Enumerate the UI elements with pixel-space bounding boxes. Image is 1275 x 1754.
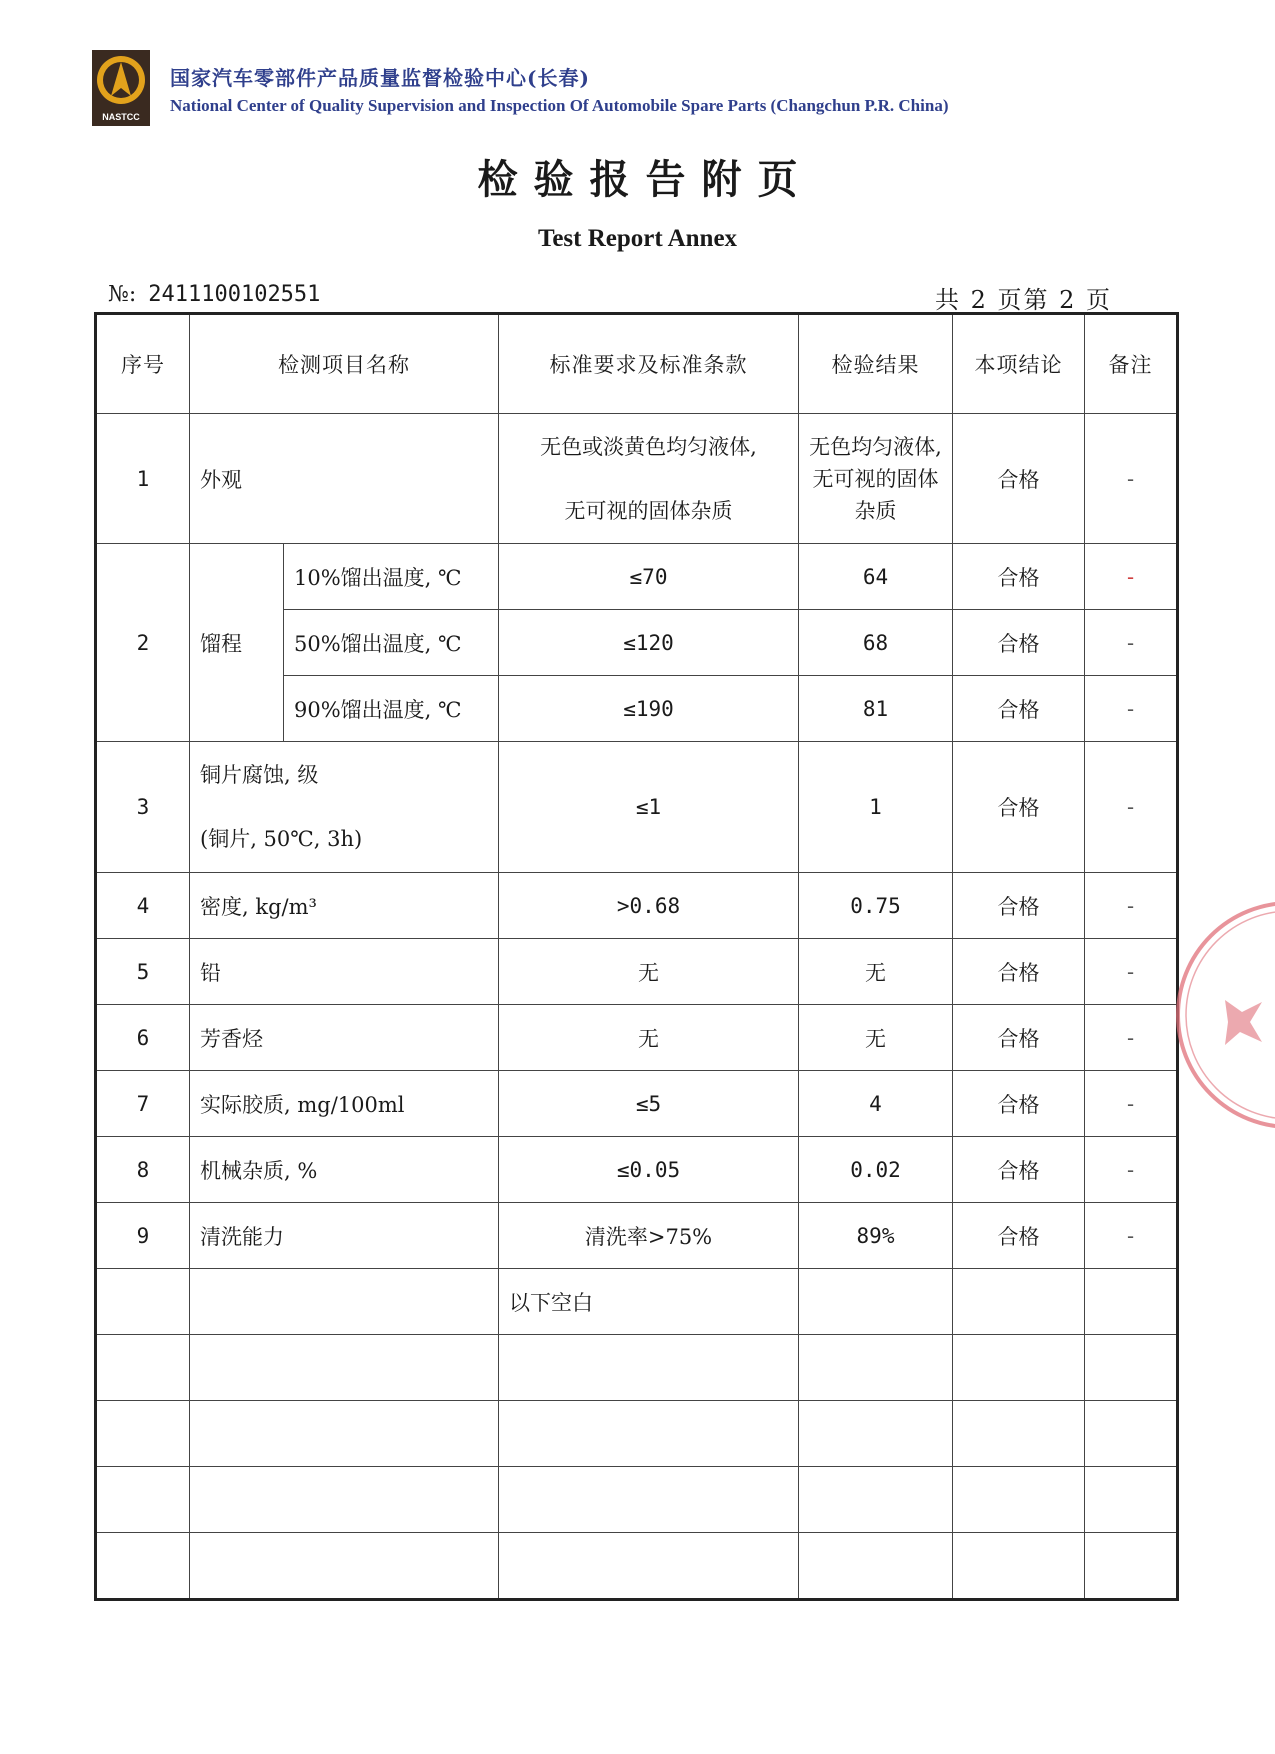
row-note: - <box>1085 742 1178 873</box>
header-conclusion: 本项结论 <box>953 314 1085 414</box>
row-result: 0.75 <box>799 873 953 939</box>
row-conclusion: 合格 <box>953 414 1085 544</box>
row-standard: ≤120 <box>499 610 799 676</box>
table-row <box>96 1005 1178 1071</box>
row-standard: ≤1 <box>499 742 799 873</box>
row-result: 无 <box>799 1005 953 1071</box>
row-standard: 清洗率>75% <box>499 1203 799 1269</box>
row-item: 清洗能力 <box>190 1203 499 1269</box>
page-indicator: 共 2 页第 2 页 <box>935 286 1113 314</box>
row-note: - <box>1085 610 1178 676</box>
row-conclusion: 合格 <box>953 676 1085 742</box>
table-row <box>96 414 1178 544</box>
table-row <box>96 1137 1178 1203</box>
row-conclusion: 合格 <box>953 544 1085 610</box>
table-row-blank-marker <box>96 1269 1178 1335</box>
header-standard: 标准要求及标准条款 <box>499 314 799 414</box>
table-row-empty <box>96 1533 1178 1600</box>
row-result: 无色均匀液体, 无可视的固体杂质 <box>799 414 953 544</box>
header-no: 序号 <box>96 314 190 414</box>
nastcc-logo <box>92 50 150 126</box>
row-result: 0.02 <box>799 1137 953 1203</box>
blank-below-text: 以下空白 <box>499 1269 799 1335</box>
row-note: - <box>1085 676 1178 742</box>
row-standard <box>499 414 799 544</box>
row-item: 机械杂质, % <box>190 1137 499 1203</box>
row-note: - <box>1085 1137 1178 1203</box>
row-standard: ≤5 <box>499 1071 799 1137</box>
organization-name-en: National Center of Quality Supervision and Inspection Of Automobile Spare Parts (Changchun P.R. China) <box>170 96 949 115</box>
sub-item: 10%馏出温度, ℃ <box>284 544 499 610</box>
row-conclusion: 合格 <box>953 1071 1085 1137</box>
row-item: 芳香烃 <box>190 1005 499 1071</box>
row-note: - <box>1085 1203 1178 1269</box>
row-result: 64 <box>799 544 953 610</box>
row-conclusion: 合格 <box>953 1203 1085 1269</box>
row-conclusion: 合格 <box>953 742 1085 873</box>
row-no: 1 <box>96 414 190 544</box>
row-conclusion: 合格 <box>953 1005 1085 1071</box>
row-standard: ≤0.05 <box>499 1137 799 1203</box>
row-item: 实际胶质, mg/100ml <box>190 1071 499 1137</box>
row-no: 5 <box>96 939 190 1005</box>
row-note: - <box>1085 544 1178 610</box>
row-item: 密度, kg/m³ <box>190 873 499 939</box>
row-no: 9 <box>96 1203 190 1269</box>
row-result: 4 <box>799 1071 953 1137</box>
row-item: 馏程 <box>190 544 284 742</box>
header-note: 备注 <box>1085 314 1178 414</box>
table-row <box>96 873 1178 939</box>
page-title-cn: 检验报告附页 <box>477 156 814 203</box>
empty-cell <box>799 1269 953 1335</box>
row-conclusion: 合格 <box>953 873 1085 939</box>
empty-cell <box>953 1269 1085 1335</box>
results-table <box>94 312 1179 1601</box>
row-item <box>190 742 499 873</box>
table-row <box>96 939 1178 1005</box>
empty-cell <box>190 1269 499 1335</box>
table-row <box>96 1071 1178 1137</box>
report-number-label: №: <box>108 282 137 307</box>
row-standard: 无 <box>499 1005 799 1071</box>
row-conclusion: 合格 <box>953 1137 1085 1203</box>
page-title-en: Test Report Annex <box>537 225 738 252</box>
organization-name-cn: 国家汽车零部件产品质量监督检验中心(长春) <box>170 66 590 90</box>
row-conclusion: 合格 <box>953 610 1085 676</box>
official-seal-stamp <box>1170 890 1275 1140</box>
row-result: 1 <box>799 742 953 873</box>
row-result: 81 <box>799 676 953 742</box>
row-item: 铅 <box>190 939 499 1005</box>
row-note: - <box>1085 414 1178 544</box>
row-result: 68 <box>799 610 953 676</box>
row-result: 89% <box>799 1203 953 1269</box>
row-item: 外观 <box>190 414 499 544</box>
sub-item: 90%馏出温度, ℃ <box>284 676 499 742</box>
standard-line-2: 无可视的固体杂质 <box>564 498 733 523</box>
svg-text:NASTCC: NASTCC <box>102 112 140 122</box>
table-row <box>96 742 1178 873</box>
table-row <box>96 544 1178 610</box>
item-line-1: 铜片腐蚀, 级 <box>200 763 319 787</box>
row-result: 无 <box>799 939 953 1005</box>
row-no: 8 <box>96 1137 190 1203</box>
row-no: 4 <box>96 873 190 939</box>
header-item: 检测项目名称 <box>190 314 499 414</box>
row-no: 6 <box>96 1005 190 1071</box>
empty-cell <box>96 1269 190 1335</box>
report-number-value: 2411100102551 <box>148 282 321 307</box>
table-row-empty <box>96 1401 1178 1467</box>
table-row-empty <box>96 1467 1178 1533</box>
table-header-row <box>96 314 1178 414</box>
standard-line-1: 无色或淡黄色均匀液体, <box>540 434 757 459</box>
row-standard: >0.68 <box>499 873 799 939</box>
row-no: 2 <box>96 544 190 742</box>
row-note: - <box>1085 873 1178 939</box>
row-standard: 无 <box>499 939 799 1005</box>
row-standard: ≤70 <box>499 544 799 610</box>
row-no: 3 <box>96 742 190 873</box>
sub-item: 50%馏出温度, ℃ <box>284 610 499 676</box>
row-note: - <box>1085 1071 1178 1137</box>
item-line-2: (铜片, 50℃, 3h) <box>200 827 363 851</box>
row-note: - <box>1085 1005 1178 1071</box>
row-no: 7 <box>96 1071 190 1137</box>
row-standard: ≤190 <box>499 676 799 742</box>
row-note: - <box>1085 939 1178 1005</box>
table-row <box>96 1203 1178 1269</box>
table-row-empty <box>96 1335 1178 1401</box>
empty-cell <box>1085 1269 1178 1335</box>
report-number <box>108 282 320 307</box>
row-conclusion: 合格 <box>953 939 1085 1005</box>
header-result: 检验结果 <box>799 314 953 414</box>
